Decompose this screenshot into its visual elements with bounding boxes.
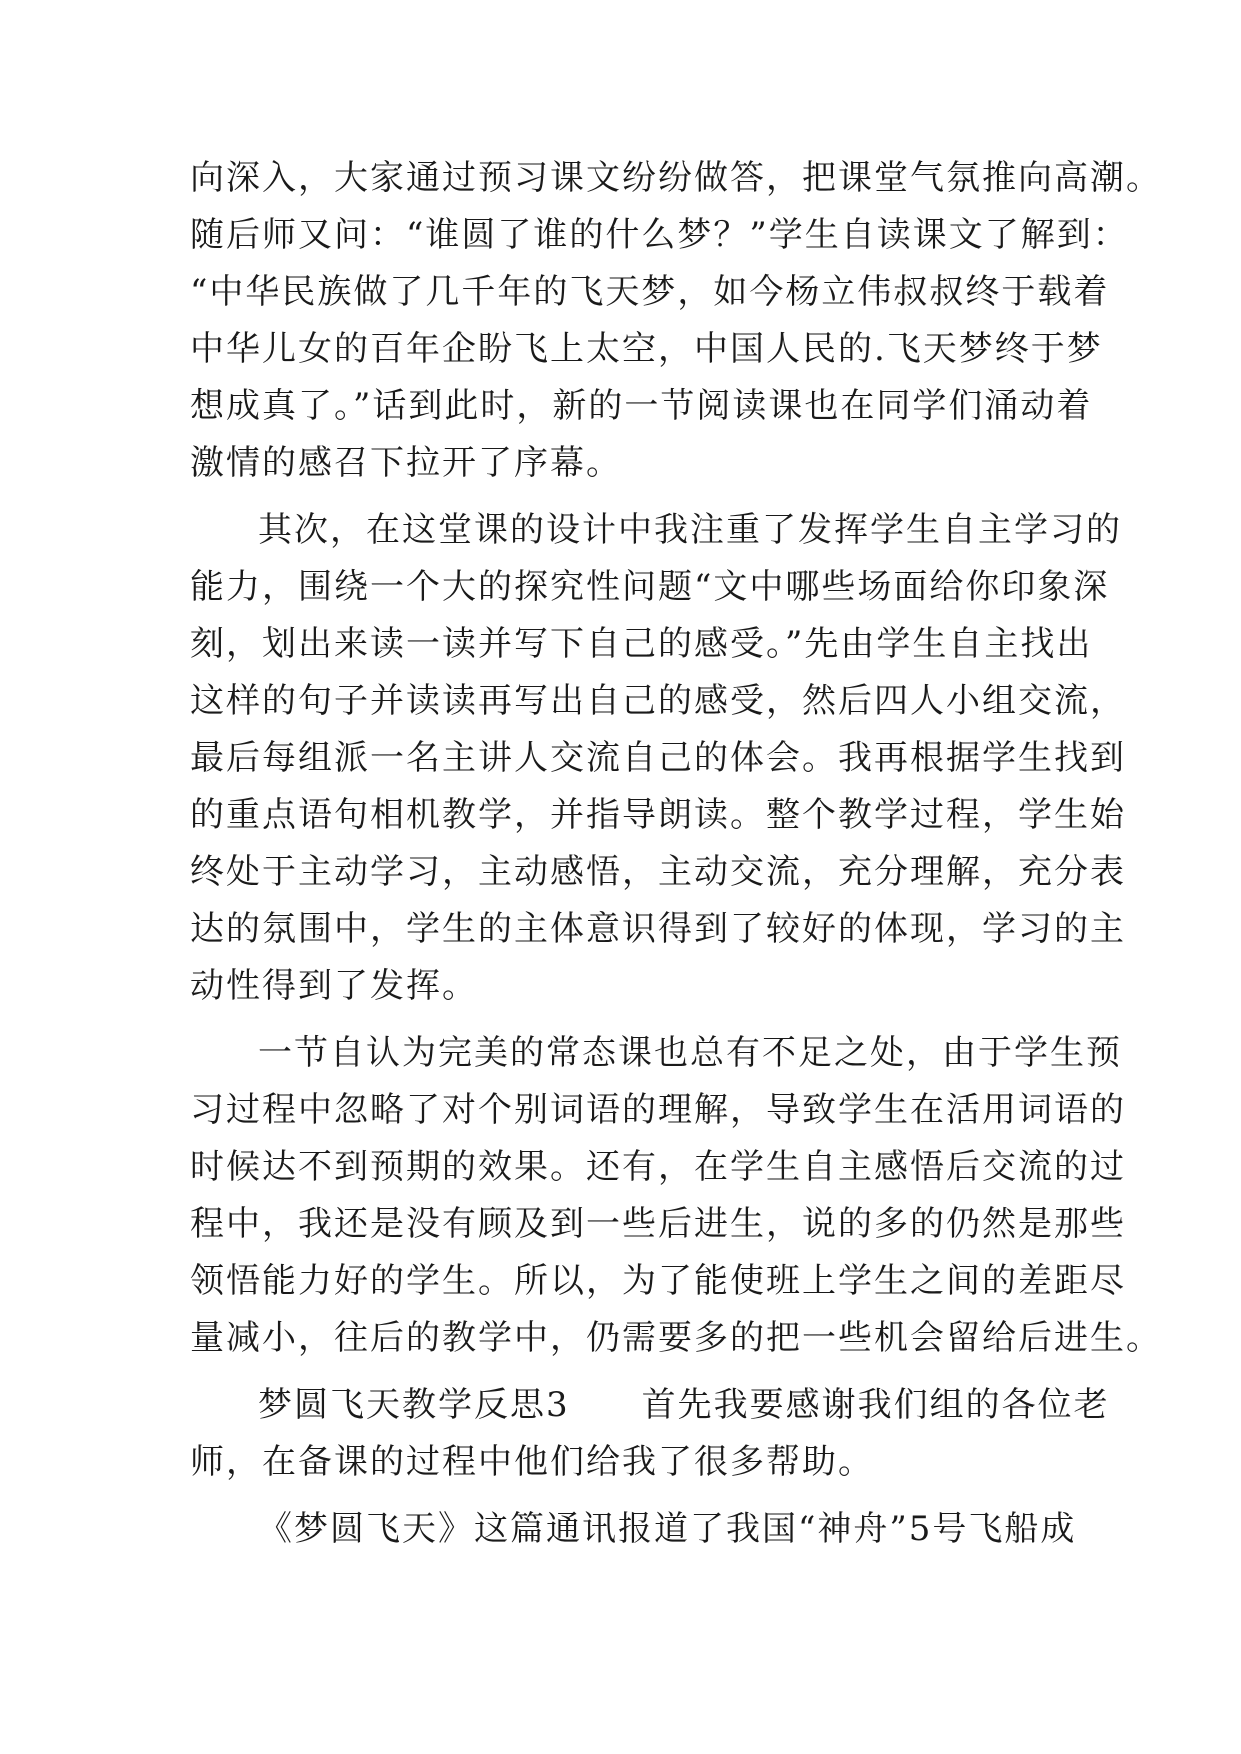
document-page xyxy=(190,150,1162,1558)
text-line: 领悟能力好的学生。所以，为了能使班上学生之间的差距尽 xyxy=(190,1261,1126,1301)
text-line: 师，在备课的过程中他们给我了很多帮助。 xyxy=(190,1442,874,1482)
text-line: 梦圆飞天教学反思3 首先我要感谢我们组的各位老 xyxy=(258,1385,1110,1425)
text-line: 时候达不到预期的效果。还有，在学生自主感悟后交流的过 xyxy=(190,1147,1126,1187)
text-line: 量减小，往后的教学中，仍需要多的把一些机会留给后进生。 xyxy=(190,1318,1162,1358)
text-line: 一节自认为完美的常态课也总有不足之处，由于学生预 xyxy=(258,1033,1122,1073)
text-line: 能力，围绕一个大的探究性问题“文中哪些场面给你印象深 xyxy=(190,567,1110,607)
text-line: 这样的句子并读读再写出自己的感受，然后四人小组交流， xyxy=(190,681,1126,721)
text-line: 向深入，大家通过预习课文纷纷做答，把课堂气氛推向高潮。 xyxy=(190,158,1162,198)
text-line: 想成真了。”话到此时，新的一节阅读课也在同学们涌动着 xyxy=(190,386,1093,426)
text-line: 习过程中忽略了对个别词语的理解，导致学生在活用词语的 xyxy=(190,1090,1126,1130)
text-line: 终处于主动学习，主动感悟，主动交流，充分理解，充分表 xyxy=(190,852,1126,892)
paragraph-gap xyxy=(190,1015,1085,1025)
text-line: 其次，在这堂课的设计中我注重了发挥学生自主学习的 xyxy=(258,510,1122,550)
paragraph-gap xyxy=(190,492,1085,502)
text-line: 中华儿女的百年企盼飞上太空，中国人民的.飞天梦终于梦 xyxy=(190,329,1103,369)
text-line: “中华民族做了几千年的飞天梦，如今杨立伟叔叔终于载着 xyxy=(190,272,1110,312)
text-line: 最后每组派一名主讲人交流自己的体会。我再根据学生找到 xyxy=(190,738,1126,778)
paragraph-gap xyxy=(190,1491,1085,1501)
text-line: 《梦圆飞天》这篇通讯报道了我国“神舟”5号飞船成 xyxy=(258,1509,1077,1549)
text-line: 动性得到了发挥。 xyxy=(190,966,478,1006)
text-line: 激情的感召下拉开了序幕。 xyxy=(190,443,622,483)
text-line: 程中，我还是没有顾及到一些后进生，说的多的仍然是那些 xyxy=(190,1204,1126,1244)
text-line: 的重点语句相机教学，并指导朗读。整个教学过程，学生始 xyxy=(190,795,1126,835)
text-line: 达的氛围中，学生的主体意识得到了较好的体现，学习的主 xyxy=(190,909,1126,949)
paragraph-gap xyxy=(190,1367,1085,1377)
text-line: 刻，划出来读一读并写下自己的感受。”先由学生自主找出 xyxy=(190,624,1093,664)
text-line: 随后师又问：“谁圆了谁的什么梦？”学生自读课文了解到： xyxy=(190,215,1129,255)
